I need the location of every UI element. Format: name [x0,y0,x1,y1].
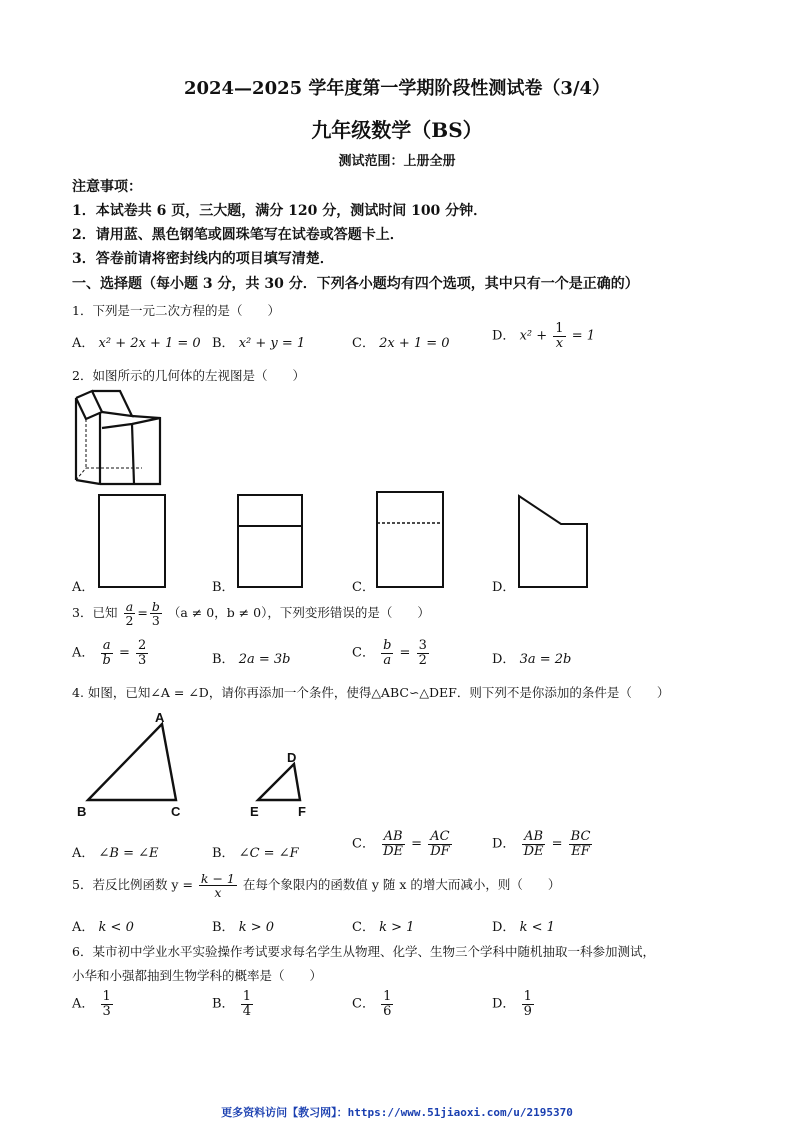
q2-label-b: B． [212,580,235,595]
q6-option-c: C． $\frac{1}{6}$ [352,989,392,1019]
q4-stem: 4. 如图，已知∠A = ∠D，请你再添加一个条件，使得△ABC∽△DEF．则下列不是你添加的条件是（ ） [72,685,670,700]
q4-option-b: B． ∠C = ∠F [212,846,299,861]
note-item-1: 1．本试卷共 6 页，三大题，满分 120 分，测试时间 100 分钟． [72,203,488,219]
q2-view-b [237,494,305,590]
q2-solid-figure [72,388,172,488]
q5-option-c: C． k > 1 [352,920,415,935]
vertex-a: A [155,710,165,725]
q5-option-a: A． k < 0 [72,920,134,935]
vertex-d: D [287,750,297,765]
q1-option-d: D． x² + $\frac{1}{x}$ = 1 [492,321,596,351]
q2-label-c: C． [352,580,375,595]
vertex-c: C [171,804,181,819]
q6-option-a: A． $\frac{1}{3}$ [72,989,111,1019]
q3-stem: 3．已知 $\frac{a}{2}$ = $\frac{b}{3}$ （a ≠ 0，b ≠ 0），下列变形错误的是（ ） [72,599,430,629]
q1-option-c: C． 2x + 1 = 0 [352,336,450,351]
q1-option-a: A． x² + 2x + 1 = 0 [72,336,201,351]
q3-option-d: D． 3a = 2b [492,652,572,667]
q4-triangles [72,712,312,822]
q3-option-a: A． $\frac{a}{b}$ = $\frac{2}{3}$ [72,638,147,668]
exam-title: 2024—2025 学年度第一学期阶段性测试卷（3/4） [183,78,611,99]
q3-option-c: C． $\frac{b}{a}$ = $\frac{3}{2}$ [352,638,427,668]
q6-option-b: B． $\frac{1}{4}$ [212,989,251,1019]
q2-stem: 2．如图所示的几何体的左视图是（ ） [72,368,305,383]
q3-option-b: B． 2a = 3b [212,652,291,667]
vertex-b: B [77,804,87,819]
q4-option-c: C． $\frac{AB}{DE}$ = $\frac{AC}{DF}$ [352,829,450,859]
note-item-2: 2．请用蓝、黑色钢笔或圆珠笔写在试卷或答题卡上． [72,227,404,243]
q5-option-b: B． k > 0 [212,920,275,935]
q2-label-d: D． [492,580,516,595]
q6-option-d: D． $\frac{1}{9}$ [492,989,532,1019]
note-item-3: 3．答卷前请将密封线内的项目填写清楚． [72,251,334,267]
notes-heading: 注意事项： [72,179,142,195]
q1-option-b: B． x² + y = 1 [212,336,306,351]
q6-stem-line2: 小华和小强都抽到生物学科的概率是（ ） [72,968,323,983]
q4-option-d: D． $\frac{AB}{DE}$ = $\frac{BC}{EF}$ [492,829,591,859]
q1-stem: 1．下列是一元二次方程的是（ ） [72,303,280,318]
exam-subtitle: 九年级数学（BS） [311,118,483,142]
footer-link[interactable]: 更多资料访问【教习网】：https://www.51jiaoxi.com/u/2195370 [221,1106,573,1119]
exam-scope: 测试范围：上册全册 [338,154,456,169]
q2-view-c [376,491,446,589]
q6-stem-line1: 6．某市初中学业水平实验操作考试要求每名学生从物理、化学、生物三个学科中随机抽取一科参加测试， [72,944,655,959]
section-heading: 一、选择题（每小题 3 分，共 30 分．下列各小题均有四个选项，其中只有一个是正确的） [72,276,639,292]
q2-view-d [517,494,591,590]
q4-option-a: A． ∠B = ∠E [72,846,159,861]
q2-label-a: A． [72,580,95,595]
q5-stem: 5．若反比例函数 y = $\frac{k - 1}{x}$ 在每个象限内的函数值 y 随 x 的增大而减小，则（ ） [72,871,561,901]
q5-option-d: D． k < 1 [492,920,555,935]
vertex-f: F [298,804,306,819]
vertex-e: E [250,804,259,819]
q2-view-a [98,494,168,590]
